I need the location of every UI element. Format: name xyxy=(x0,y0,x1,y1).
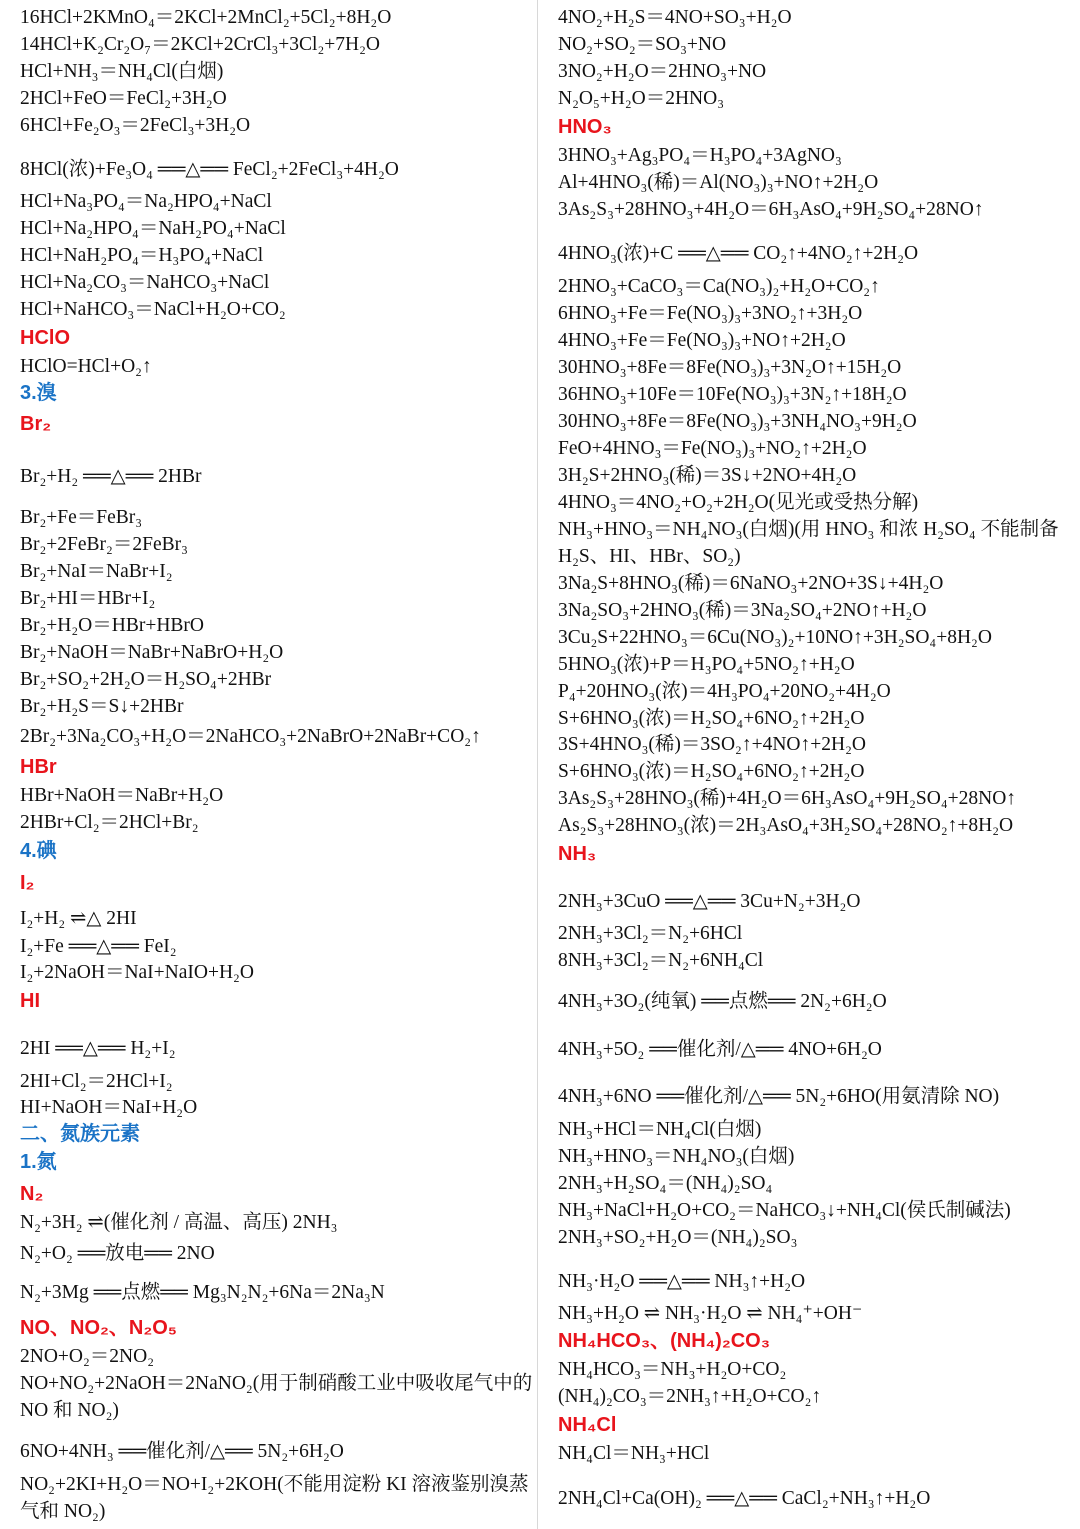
equation: 2NH₃+SO₂+H₂O＝(NH₄)₂SO₃ xyxy=(558,1227,798,1248)
heading-nitrogen-oxides: NO、NO₂、N₂O₅ xyxy=(20,1317,177,1339)
equation: 3Na₂SO₃+2HNO₃(稀)＝3Na₂SO₄+2NO↑+H₂O xyxy=(558,600,927,621)
section-bromine: 3.溴 xyxy=(20,382,57,404)
equation: 3Na₂S+8HNO₃(稀)＝6NaNO₃+2NO+3S↓+4H₂O xyxy=(558,573,944,594)
equation: 5HNO₃(浓)+P＝H₃PO₄+5NO₂↑+H₂O xyxy=(558,654,855,675)
equation: 3H₂S+2HNO₃(稀)＝3S↓+2NO+4H₂O xyxy=(558,465,857,486)
equation: Br₂+NaI＝NaBr+I₂ xyxy=(20,561,173,582)
equation: As₂S₃+28HNO₃(浓)＝2H₃AsO₄+3H₂SO₄+28NO₂↑+8H₂O xyxy=(558,815,1014,836)
heading-hbr: HBr xyxy=(20,756,57,778)
equation: NH₄Cl＝NH₃+HCl xyxy=(558,1443,710,1464)
heading-n2: N₂ xyxy=(20,1183,44,1205)
equation: NO₂+SO₂＝SO₃+NO xyxy=(558,34,727,55)
equation: Al+4HNO₃(稀)＝Al(NO₃)₃+NO↑+2H₂O xyxy=(558,172,879,193)
equation: Br₂+H₂ ══△══ 2HBr xyxy=(20,466,202,487)
equation: NH₃+NaCl+H₂O+CO₂＝NaHCO₃↓+NH₄Cl(侯氏制碱法) xyxy=(558,1200,1011,1221)
equation: 2NH₄Cl+Ca(OH)₂ ══△══ CaCl₂+NH₃↑+H₂O xyxy=(558,1488,931,1509)
equation: 4NH₃+6NO ══催化剂/△══ 5N₂+6HO(用氨清除 NO) xyxy=(558,1086,1000,1107)
equation: S+6HNO₃(浓)＝H₂SO₄+6NO₂↑+2H₂O xyxy=(558,708,865,729)
equation: N₂+O₂ ══放电══ 2NO xyxy=(20,1243,215,1264)
equation: 36HNO₃+10Fe＝10Fe(NO₃)₃+3N₂↑+18H₂O xyxy=(558,384,907,405)
equation: 6HNO₃+Fe＝Fe(NO₃)₃+3NO₂↑+3H₂O xyxy=(558,303,863,324)
heading-nh4cl: NH₄Cl xyxy=(558,1414,617,1436)
equation: 2HI+Cl₂＝2HCl+I₂ xyxy=(20,1071,173,1092)
equation: NH₃+HCl＝NH₄Cl(白烟) xyxy=(558,1119,762,1140)
equation: NH₃+HNO₃＝NH₄NO₃(白烟) xyxy=(558,1146,795,1167)
equation: Br₂+SO₂+2H₂O＝H₂SO₄+2HBr xyxy=(20,669,272,690)
equation: NO+NO₂+2NaOH＝2NaNO₂(用于制硝酸工业中吸收尾气中的 NO 和 NO₂) xyxy=(20,1373,533,1421)
equation: Br₂+2FeBr₂＝2FeBr₃ xyxy=(20,534,188,555)
equation: 2Br₂+3Na₂CO₃+H₂O＝2NaHCO₃+2NaBrO+2NaBr+CO₂↑ xyxy=(20,726,481,747)
equation: Br₂+NaOH＝NaBr+NaBrO+H₂O xyxy=(20,642,284,663)
equation: 14HCl+K₂Cr₂O₇＝2KCl+2CrCl₃+3Cl₂+7H₂O xyxy=(20,34,380,55)
equation: Br₂+HI＝HBr+I₂ xyxy=(20,588,156,609)
equation: 2HCl+FeO＝FeCl₂+3H₂O xyxy=(20,88,227,109)
equation: 2HI ══△══ H₂+I₂ xyxy=(20,1038,176,1059)
equation: 2HBr+Cl₂＝2HCl+Br₂ xyxy=(20,812,199,833)
equation: 4HNO₃+Fe＝Fe(NO₃)₃+NO↑+2H₂O xyxy=(558,330,846,351)
equation: 4HNO₃＝4NO₂+O₂+2H₂O(见光或受热分解) xyxy=(558,492,919,513)
equation: NH₄HCO₃＝NH₃+H₂O+CO₂ xyxy=(558,1359,787,1380)
equation: NH₃+H₂O ⇌ NH₃·H₂O ⇌ NH₄⁺+OH⁻ xyxy=(558,1303,863,1324)
equation: 3HNO₃+Ag₃PO₄＝H₃PO₄+3AgNO₃ xyxy=(558,145,842,166)
equation: Br₂+Fe＝FeBr₃ xyxy=(20,507,143,528)
heading-nh3: NH₃ xyxy=(558,843,597,865)
equation: Br₂+H₂O＝HBr+HBrO xyxy=(20,615,205,636)
equation: 2NO+O₂＝2NO₂ xyxy=(20,1346,155,1367)
equation: 3Cu₂S+22HNO₃＝6Cu(NO₃)₂+10NO↑+3H₂SO₄+8H₂O xyxy=(558,627,992,648)
equation: 6NO+4NH₃ ══催化剂/△══ 5N₂+6H₂O xyxy=(20,1441,344,1462)
equation: 16HCl+2KMnO₄＝2KCl+2MnCl₂+5Cl₂+8H₂O xyxy=(20,7,392,28)
equation: 2NH₃+3Cl₂＝N₂+6HCl xyxy=(558,923,743,944)
equation: (NH₄)₂CO₃＝2NH₃↑+H₂O+CO₂↑ xyxy=(558,1386,822,1407)
equation: HCl+NaHCO₃＝NaCl+H₂O+CO₂ xyxy=(20,299,286,320)
equation: 3S+4HNO₃(稀)＝3SO₂↑+4NO↑+2H₂O xyxy=(558,734,866,755)
section-nitrogen: 1.氮 xyxy=(20,1151,57,1173)
equation: HCl+NaH₂PO₄＝H₃PO₄+NaCl xyxy=(20,245,264,266)
equation: 4NH₃+5O₂ ══催化剂/△══ 4NO+6H₂O xyxy=(558,1039,882,1060)
equation: 8HCl(浓)+Fe₃O₄ ══△══ FeCl₂+2FeCl₃+4H₂O xyxy=(20,159,399,180)
equation: N₂+3Mg ══点燃══ Mg₃N₂N₂+6Na＝2Na₃N xyxy=(20,1282,385,1303)
heading-ammonium-carbonates: NH₄HCO₃、(NH₄)₂CO₃ xyxy=(558,1330,770,1352)
equation: NH₃·H₂O ══△══ NH₃↑+H₂O xyxy=(558,1271,806,1292)
equation: HBr+NaOH＝NaBr+H₂O xyxy=(20,785,224,806)
equation: NO₂+2KI+H₂O＝NO+I₂+2KOH(不能用淀粉 KI 溶液鉴别溴蒸气和 NO₂) xyxy=(20,1474,529,1522)
equation: N₂+3H₂ ⇌(催化剂 / 高温、高压) 2NH₃ xyxy=(20,1212,338,1233)
heading-hi: HI xyxy=(20,990,40,1012)
equation: 8NH₃+3Cl₂＝N₂+6NH₄Cl xyxy=(558,950,764,971)
heading-hclo: HClO xyxy=(20,327,70,349)
equation: 30HNO₃+8Fe＝8Fe(NO₃)₃+3N₂O↑+15H₂O xyxy=(558,357,902,378)
equation: S+6HNO₃(浓)＝H₂SO₄+6NO₂↑+2H₂O xyxy=(558,761,865,782)
equation: 4HNO₃(浓)+C ══△══ CO₂↑+4NO₂↑+2H₂O xyxy=(558,243,919,264)
equation: FeO+4HNO₃＝Fe(NO₃)₃+NO₂↑+2H₂O xyxy=(558,438,867,459)
equation: I₂+Fe ══△══ FeI₂ xyxy=(20,936,177,957)
equation: 2HNO₃+CaCO₃＝Ca(NO₃)₂+H₂O+CO₂↑ xyxy=(558,276,880,297)
equation: 6HCl+Fe₂O₃＝2FeCl₃+3H₂O xyxy=(20,115,251,136)
equation: HCl+Na₂HPO₄＝NaH₂PO₄+NaCl xyxy=(20,218,286,239)
heading-hno3: HNO₃ xyxy=(558,116,612,138)
equation: HClO=HCl+O₂↑ xyxy=(20,356,152,377)
equation: I₂+2NaOH＝NaI+NaIO+H₂O xyxy=(20,962,254,983)
equation: N₂O₅+H₂O＝2HNO₃ xyxy=(558,88,725,109)
equation: 3NO₂+H₂O＝2HNO₃+NO xyxy=(558,61,767,82)
equation: I₂+H₂ ⇌△ 2HI xyxy=(20,908,137,929)
equation: 2NH₃+H₂SO₄＝(NH₄)₂SO₄ xyxy=(558,1173,773,1194)
equation: HCl+NH₃＝NH₄Cl(白烟) xyxy=(20,61,224,82)
equation: 4NO₂+H₂S＝4NO+SO₃+H₂O xyxy=(558,7,792,28)
equation: HCl+Na₃PO₄＝Na₂HPO₄+NaCl xyxy=(20,191,272,212)
equation: 3As₂S₃+28HNO₃(稀)+4H₂O＝6H₃AsO₄+9H₂SO₄+28NO↑ xyxy=(558,788,1017,809)
equation: HI+NaOH＝NaI+H₂O xyxy=(20,1097,198,1118)
equation: HCl+Na₂CO₃＝NaHCO₃+NaCl xyxy=(20,272,270,293)
equation: 30HNO₃+8Fe＝8Fe(NO₃)₃+3NH₄NO₃+9H₂O xyxy=(558,411,917,432)
equation: 4NH₃+3O₂(纯氧) ══点燃══ 2N₂+6H₂O xyxy=(558,991,887,1012)
equation: 2NH₃+3CuO ══△══ 3Cu+N₂+3H₂O xyxy=(558,891,861,912)
equation: 3As₂S₃+28HNO₃+4H₂O＝6H₃AsO₄+9H₂SO₄+28NO↑ xyxy=(558,199,984,220)
equation: P₄+20HNO₃(浓)＝4H₃PO₄+20NO₂+4H₂O xyxy=(558,681,891,702)
equation: NH₃+HNO₃＝NH₄NO₃(白烟)(用 HNO₃ 和浓 H₂SO₄ 不能制备 H₂S、HI、HBr、SO₂) xyxy=(558,519,1059,567)
section-iodine: 4.碘 xyxy=(20,840,57,862)
heading-i2: I₂ xyxy=(20,872,35,894)
section-nitrogen-family: 二、氮族元素 xyxy=(20,1123,140,1145)
equation: Br₂+H₂S＝S↓+2HBr xyxy=(20,696,184,717)
heading-br2: Br₂ xyxy=(20,413,52,435)
